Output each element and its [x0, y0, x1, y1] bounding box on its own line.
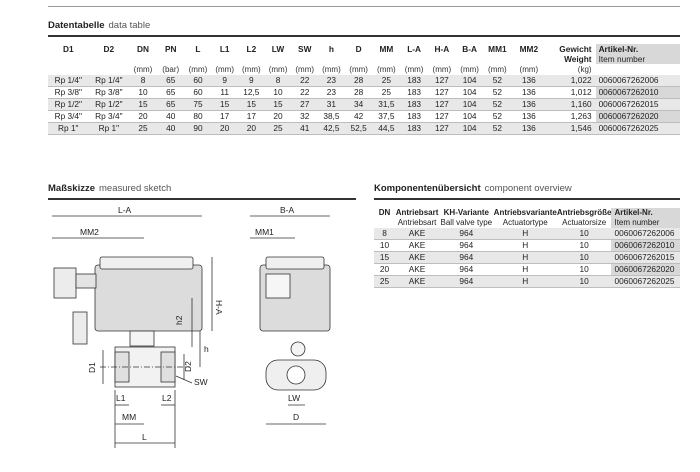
col-header: MM2: [519, 44, 539, 54]
table-cell: 0060067262025: [596, 123, 680, 135]
sketch-title-en: measured sketch: [99, 183, 172, 194]
component-cell: AKE: [395, 252, 439, 264]
table-cell: 25: [129, 123, 157, 135]
unit-cell: (mm): [188, 65, 208, 74]
table-row: [48, 111, 680, 123]
table-cell: 17: [238, 111, 265, 123]
table-cell: 31,5: [373, 99, 401, 111]
table-cell: 15: [238, 99, 265, 111]
component-cell: 964: [439, 240, 494, 252]
col-header: B-A: [462, 44, 477, 54]
component-cell: H: [494, 264, 557, 276]
table-cell: 183: [400, 123, 428, 135]
col-header: D1: [62, 44, 74, 54]
unit-cell: (mm): [519, 65, 539, 74]
col-header: SW: [298, 44, 312, 54]
table-cell: 1,546: [546, 123, 595, 135]
table-cell: 37,5: [373, 111, 401, 123]
data-table-title-de: Datentabelle: [48, 20, 105, 31]
unit-cell: (mm): [268, 65, 288, 74]
table-cell: 127: [428, 99, 456, 111]
table-cell: Rp 3/8": [89, 87, 130, 99]
component-cell: 10: [374, 240, 395, 252]
component-cell: 0060067262015: [611, 252, 680, 264]
table-cell: 25: [373, 87, 401, 99]
label-ha: H-A: [214, 300, 224, 315]
component-cell: AKE: [395, 276, 439, 288]
mounting-bracket: [130, 331, 154, 346]
connector-plug: [54, 268, 76, 298]
table-cell: 28: [345, 75, 373, 87]
table-cell: 32: [291, 111, 318, 123]
component-row: [374, 252, 680, 264]
table-cell: 1,263: [546, 111, 595, 123]
table-cell: 127: [428, 87, 456, 99]
unit-cell: (mm): [377, 65, 396, 74]
sketch-title: [48, 183, 171, 194]
table-cell: 41: [291, 123, 318, 135]
handle-clip: [73, 312, 87, 344]
table-cell: 127: [428, 123, 456, 135]
table-cell: 10: [265, 87, 292, 99]
component-row: [374, 264, 680, 276]
component-row: [374, 240, 680, 252]
table-cell: 183: [400, 99, 428, 111]
table-cell: 80: [185, 111, 212, 123]
component-cell: 25: [374, 276, 395, 288]
actuator-top: [100, 257, 193, 269]
col-header: L1: [219, 44, 230, 54]
table-cell: 136: [511, 75, 546, 87]
table-cell: 52: [484, 111, 512, 123]
component-table-title: [374, 183, 572, 194]
comp-article-header: Artikel-Nr. Item number: [611, 208, 680, 228]
weight-header: [546, 44, 595, 64]
col-header: L2: [246, 44, 257, 54]
unit-cell: [48, 64, 89, 75]
table-cell: 42: [345, 111, 373, 123]
table-cell: 183: [400, 87, 428, 99]
unit-cell: (mm): [133, 65, 153, 74]
label-h2: h2: [174, 315, 184, 325]
table-cell: 22: [291, 75, 318, 87]
position-indicator-icon: [291, 342, 305, 356]
col-header: L-A: [407, 44, 422, 54]
component-cell: 0060067262006: [611, 228, 680, 240]
table-cell: 65: [157, 99, 185, 111]
table-cell: 34: [345, 99, 373, 111]
table-cell: 1,012: [546, 87, 595, 99]
table-row: [48, 87, 680, 99]
comp-col-header: Antriebsart Antriebsart: [395, 208, 439, 227]
component-cell: AKE: [395, 228, 439, 240]
article-header-en: Item number: [598, 54, 646, 64]
comp-col-header: Antriebsgröße Actuatorsize: [556, 208, 612, 227]
col-header: LW: [271, 44, 285, 54]
table-cell: 38,5: [318, 111, 345, 123]
table-cell: 25: [373, 75, 401, 87]
unit-cell: (mm): [215, 65, 234, 74]
table-row: [48, 75, 680, 87]
table-cell: 27: [291, 99, 318, 111]
measured-sketch: [40, 202, 370, 472]
table-cell: 12,5: [238, 87, 265, 99]
component-cell: 0060067262020: [611, 264, 680, 276]
unit-cell: (bar): [162, 65, 180, 74]
data-table-header-row: [48, 44, 680, 64]
table-cell: 0060067262015: [596, 99, 680, 111]
component-cell: 15: [374, 252, 395, 264]
table-cell: 40: [157, 123, 185, 135]
label-mm1: MM1: [255, 227, 274, 237]
table-row: [48, 99, 680, 111]
col-header: D: [355, 44, 362, 54]
table-cell: Rp 1/2": [48, 99, 89, 111]
table-cell: 104: [456, 87, 484, 99]
weight-header-de: Gewicht: [559, 44, 592, 54]
table-cell: Rp 1/4": [48, 75, 89, 87]
table-cell: 23: [318, 87, 345, 99]
table-cell: 11: [211, 87, 238, 99]
unit-cell: (mm): [432, 65, 452, 74]
component-cell: 964: [439, 276, 494, 288]
table-cell: 22: [291, 87, 318, 99]
unit-cell: [89, 64, 130, 75]
col-header: MM: [379, 44, 394, 54]
comp-col-header: Antriebsvariante Actuatortype: [493, 208, 557, 227]
component-cell: 0060067262025: [611, 276, 680, 288]
component-cell: 10: [557, 264, 612, 276]
weight-header-en: Weight: [564, 54, 592, 64]
unit-cell: (mm): [322, 65, 341, 74]
label-d: D: [293, 412, 300, 422]
component-title-de: Komponentenübersicht: [374, 183, 481, 194]
component-table: [374, 208, 680, 288]
unit-cell: (mm): [242, 65, 261, 74]
comp-col-header: DN: [378, 208, 391, 217]
col-header: L: [195, 44, 201, 54]
data-table-title: [48, 20, 150, 31]
table-cell: 183: [400, 111, 428, 123]
label-d1: D1: [87, 362, 97, 373]
data-table: [48, 44, 680, 135]
table-cell: 20: [265, 111, 292, 123]
component-cell: H: [494, 228, 557, 240]
col-header: MM1: [488, 44, 507, 54]
comp-col-header: KH-Variante Ball valve type: [440, 208, 493, 227]
actuator-front-panel: [266, 274, 290, 298]
actuator-body: [95, 265, 202, 331]
table-cell: 136: [511, 87, 546, 99]
component-cell: 964: [439, 228, 494, 240]
table-cell: 183: [400, 75, 428, 87]
label-l2: L2: [162, 393, 172, 403]
table-cell: 104: [456, 99, 484, 111]
table-cell: 1,022: [546, 75, 595, 87]
table-cell: 65: [157, 75, 185, 87]
component-cell: 10: [557, 276, 612, 288]
unit-cell: (mm): [295, 65, 315, 74]
component-header-row: [374, 208, 680, 228]
table-cell: Rp 1/2": [89, 99, 130, 111]
table-cell: 52,5: [345, 123, 373, 135]
label-d2: D2: [183, 361, 193, 372]
table-cell: 52: [484, 75, 512, 87]
unit-cell: (mm): [460, 65, 479, 74]
label-mm: MM: [122, 412, 137, 422]
component-cell: 20: [374, 264, 395, 276]
table-cell: 52: [484, 87, 512, 99]
data-table-title-en: data table: [108, 20, 151, 31]
table-cell: Rp 3/4": [89, 111, 130, 123]
table-cell: 15: [211, 99, 238, 111]
table-cell: 31: [318, 99, 345, 111]
table-cell: 9: [211, 75, 238, 87]
component-row: [374, 276, 680, 288]
label-ba: B-A: [280, 205, 295, 215]
table-cell: 136: [511, 111, 546, 123]
table-cell: 127: [428, 111, 456, 123]
table-cell: 0060067262010: [596, 87, 680, 99]
table-cell: 127: [428, 75, 456, 87]
table-cell: 136: [511, 123, 546, 135]
table-cell: 17: [211, 111, 238, 123]
table-cell: 60: [185, 87, 212, 99]
table-cell: 52: [484, 99, 512, 111]
component-cell: 964: [439, 252, 494, 264]
table-cell: 40: [157, 111, 185, 123]
component-cell: H: [494, 240, 557, 252]
component-cell: 10: [557, 240, 612, 252]
table-cell: 1,160: [546, 99, 595, 111]
sketch-title-rule: [48, 198, 356, 200]
table-cell: 104: [456, 75, 484, 87]
col-header: h: [328, 44, 334, 54]
label-la: L-A: [118, 205, 132, 215]
label-l1: L1: [116, 393, 126, 403]
table-cell: Rp 1": [48, 123, 89, 135]
component-cell: 10: [557, 252, 612, 264]
table-cell: 10: [129, 87, 157, 99]
article-header: [596, 44, 680, 64]
units-row: [48, 64, 680, 75]
table-cell: 8: [265, 75, 292, 87]
col-header: PN: [164, 44, 177, 54]
table-cell: 20: [238, 123, 265, 135]
unit-cell: [596, 64, 680, 75]
table-cell: 9: [238, 75, 265, 87]
data-table-title-rule: [48, 35, 680, 37]
col-header: H-A: [434, 44, 450, 54]
table-cell: 75: [185, 99, 212, 111]
table-cell: 20: [211, 123, 238, 135]
label-l: L: [142, 432, 147, 442]
col-header: D2: [103, 44, 115, 54]
table-cell: 28: [345, 87, 373, 99]
component-title-en: component overview: [484, 183, 572, 194]
table-cell: 65: [157, 87, 185, 99]
table-cell: 15: [265, 99, 292, 111]
table-cell: 15: [129, 99, 157, 111]
label-h: h: [204, 344, 209, 354]
table-cell: 0060067262020: [596, 111, 680, 123]
unit-cell: (mm): [488, 65, 507, 74]
table-cell: Rp 3/8": [48, 87, 89, 99]
sketch-title-de: Maßskizze: [48, 183, 95, 194]
table-cell: 0060067262006: [596, 75, 680, 87]
table-cell: 104: [456, 123, 484, 135]
table-cell: 25: [265, 123, 292, 135]
component-cell: 0060067262010: [611, 240, 680, 252]
top-rule: [48, 6, 680, 7]
table-cell: 136: [511, 99, 546, 111]
actuator-front-top: [266, 257, 324, 269]
table-cell: Rp 1/4": [89, 75, 130, 87]
component-cell: AKE: [395, 240, 439, 252]
component-title-rule: [374, 198, 680, 200]
article-header-de: Artikel-Nr.: [598, 44, 639, 54]
table-cell: Rp 3/4": [48, 111, 89, 123]
table-cell: 42,5: [318, 123, 345, 135]
table-cell: 20: [129, 111, 157, 123]
table-cell: 23: [318, 75, 345, 87]
label-mm2: MM2: [80, 227, 99, 237]
unit-cell: (mm): [404, 65, 424, 74]
table-cell: 8: [129, 75, 157, 87]
valve-front-bore: [287, 366, 305, 384]
table-cell: 52: [484, 123, 512, 135]
component-cell: H: [494, 252, 557, 264]
label-sw: SW: [194, 377, 208, 387]
component-cell: 964: [439, 264, 494, 276]
unit-cell: (mm): [349, 65, 368, 74]
connector-plug-neck: [76, 274, 96, 288]
table-cell: Rp 1": [89, 123, 130, 135]
unit-cell: (kg): [577, 65, 592, 74]
table-row: [48, 123, 680, 135]
component-cell: 8: [374, 228, 395, 240]
col-header: DN: [137, 44, 149, 54]
table-cell: 60: [185, 75, 212, 87]
label-lw: LW: [288, 393, 301, 403]
table-cell: 104: [456, 111, 484, 123]
component-cell: H: [494, 276, 557, 288]
component-cell: 10: [557, 228, 612, 240]
component-cell: AKE: [395, 264, 439, 276]
component-row: [374, 228, 680, 240]
table-cell: 90: [185, 123, 212, 135]
table-cell: 44,5: [373, 123, 401, 135]
